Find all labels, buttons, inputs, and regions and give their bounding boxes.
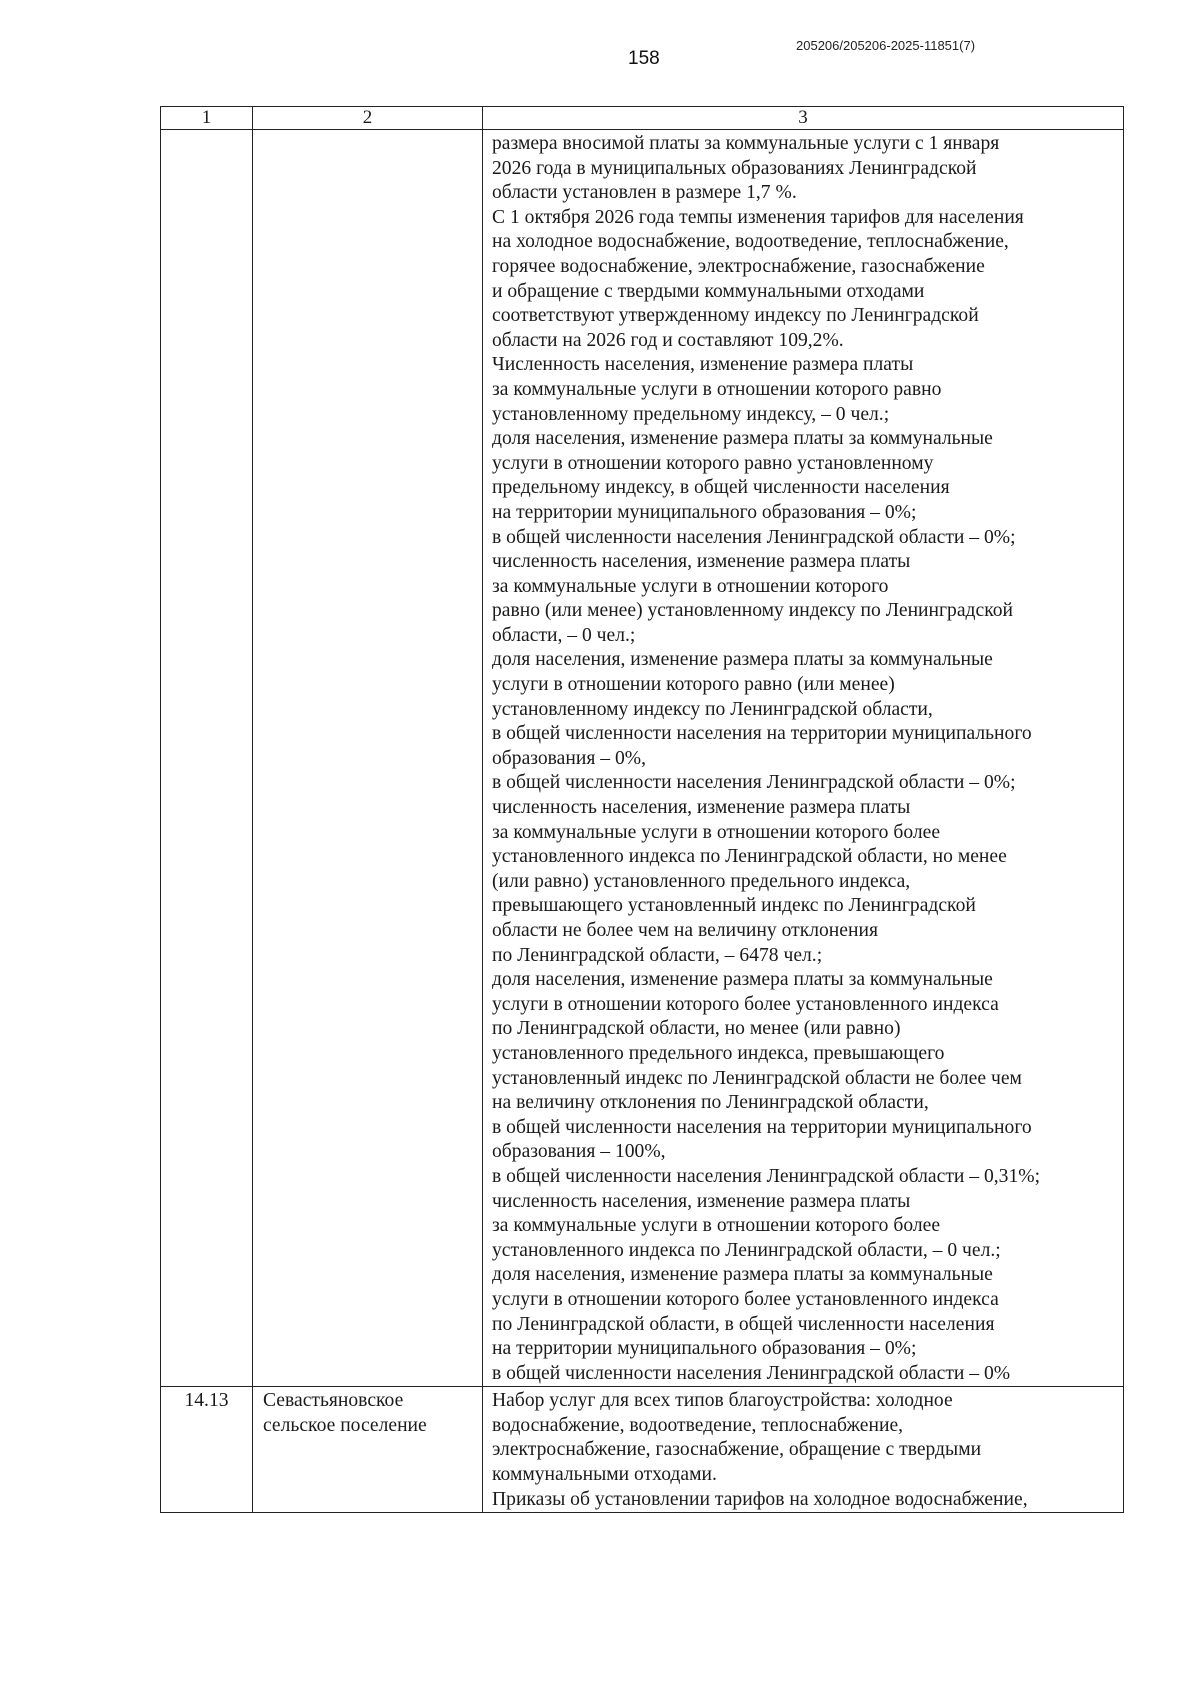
text-line: на холодное водоснабжение, водоотведение, теплоснабжение, [492, 231, 1009, 253]
text-line: превышающего установленный индекс по Ленинградской [492, 895, 976, 917]
text-line: в общей численности населения на территории муниципального [492, 1116, 1032, 1138]
text-line: Приказы об установлении тарифов на холодное водоснабжение, [492, 1488, 1028, 1510]
text-line: услуги в отношении которого более установленного индекса [492, 1288, 999, 1310]
text-line: области установлен в размере 1,7 %. [492, 182, 797, 204]
text-line: области, – 0 чел.; [492, 624, 636, 646]
text-line: Севастьяновское [263, 1390, 404, 1412]
text-line: за коммунальные услуги в отношении которого более [492, 821, 941, 843]
text-line: услуги в отношении которого равно (или менее) [492, 674, 895, 696]
text-line: доля населения, изменение размера платы за коммунальные [492, 649, 993, 671]
text-line: доля населения, изменение размера платы за коммунальные [492, 1264, 993, 1286]
table-header-row [161, 107, 1124, 130]
page-number: 158 [628, 48, 660, 69]
text-line: (или равно) установленного предельного индекса, [492, 870, 911, 892]
text-line: установленный индекс по Ленинградской области не более чем [492, 1067, 1022, 1089]
text-line: 2026 года в муниципальных образованиях Ленинградской [492, 157, 977, 179]
text-line: Набор услуг для всех типов благоустройства: холодное [492, 1390, 953, 1412]
text-line: доля населения, изменение размера платы за коммунальные [492, 428, 993, 450]
text-line: численность населения, изменение размера платы [492, 797, 911, 819]
data-table [160, 106, 1124, 1513]
text-line: соответствуют утвержденному индексу по Ленинградской [492, 305, 979, 327]
text-line: на величину отклонения по Ленинградской области, [492, 1092, 929, 1114]
text-line: услуги в отношении которого более установленного индекса [492, 993, 999, 1015]
text-line: по Ленинградской области, в общей численности населения [492, 1313, 995, 1335]
cell-number-empty [161, 130, 253, 1387]
text-line: установленного индекса по Ленинградской области, – 0 чел.; [492, 1239, 1001, 1261]
text-line: услуги в отношении которого равно установленному [492, 452, 934, 474]
cell-description [483, 130, 1124, 1387]
text-line: области на 2026 год и составляют 109,2%. [492, 329, 844, 351]
text-line: в общей численности населения на территории муниципального [492, 723, 1032, 745]
text-line: установленного индекса по Ленинградской области, но менее [492, 846, 1007, 868]
text-line: в общей численности населения Ленинградской области – 0%; [492, 526, 1016, 548]
text-line: установленному предельному индексу, – 0 чел.; [492, 403, 890, 425]
text-line: установленного предельного индекса, превышающего [492, 1042, 945, 1064]
column-header-2: 2 [253, 107, 483, 130]
text-line: электроснабжение, газоснабжение, обращение с твердыми [492, 1439, 982, 1461]
text-line: в общей численности населения Ленинградской области – 0% [492, 1362, 1011, 1384]
text-line: Численность населения, изменение размера платы [492, 354, 914, 376]
text-line: численность населения, изменение размера платы [492, 1190, 911, 1212]
text-line: за коммунальные услуги в отношении которого более [492, 1215, 941, 1237]
text-line: за коммунальные услуги в отношении которого [492, 575, 889, 597]
text-line: сельское поселение [263, 1414, 427, 1436]
text-line: за коммунальные услуги в отношении которого равно [492, 378, 942, 400]
cell-description [483, 1387, 1124, 1513]
text-line: на территории муниципального образования – 0%; [492, 1338, 917, 1360]
text-line: коммунальными отходами. [492, 1464, 717, 1486]
table-row-continued [161, 130, 1124, 1387]
text-line: по Ленинградской области, – 6478 чел.; [492, 944, 823, 966]
column-header-3: 3 [483, 107, 1124, 130]
text-line: области не более чем на величину отклонения [492, 920, 878, 941]
text-line: размера вносимой платы за коммунальные услуги с 1 января [492, 133, 1000, 154]
text-line: на территории муниципального образования – 0%; [492, 501, 917, 523]
text-line: установленному индексу по Ленинградской области, [492, 698, 933, 720]
cell-name-empty [253, 130, 483, 1387]
row-number: 14.13 [161, 1387, 253, 1513]
text-line: горячее водоснабжение, электроснабжение, газоснабжение [492, 255, 985, 277]
text-line: С 1 октября 2026 года темпы изменения тарифов для населения [492, 206, 1024, 228]
text-line: в общей численности населения Ленинградской области – 0%; [492, 772, 1016, 794]
text-line: предельному индексу, в общей численности населения [492, 477, 950, 499]
table-row-14-13 [161, 1387, 1124, 1513]
municipality-name [253, 1387, 483, 1513]
text-line: в общей численности населения Ленинградской области – 0,31%; [492, 1165, 1041, 1187]
text-line: по Ленинградской области, но менее (или равно) [492, 1018, 901, 1040]
text-line: доля населения, изменение размера платы за коммунальные [492, 969, 993, 991]
document-id: 205206/205206-2025-11851(7) [796, 38, 976, 53]
text-line: образования – 0%, [492, 747, 646, 769]
text-line: водоснабжение, водоотведение, теплоснабжение, [492, 1414, 904, 1436]
text-line: равно (или менее) установленному индексу по Ленинградской [492, 600, 1014, 622]
text-line: численность населения, изменение размера платы [492, 551, 911, 573]
column-header-1: 1 [161, 107, 253, 130]
text-line: и обращение с твердыми коммунальными отходами [492, 280, 925, 302]
text-line: образования – 100%, [492, 1141, 666, 1163]
